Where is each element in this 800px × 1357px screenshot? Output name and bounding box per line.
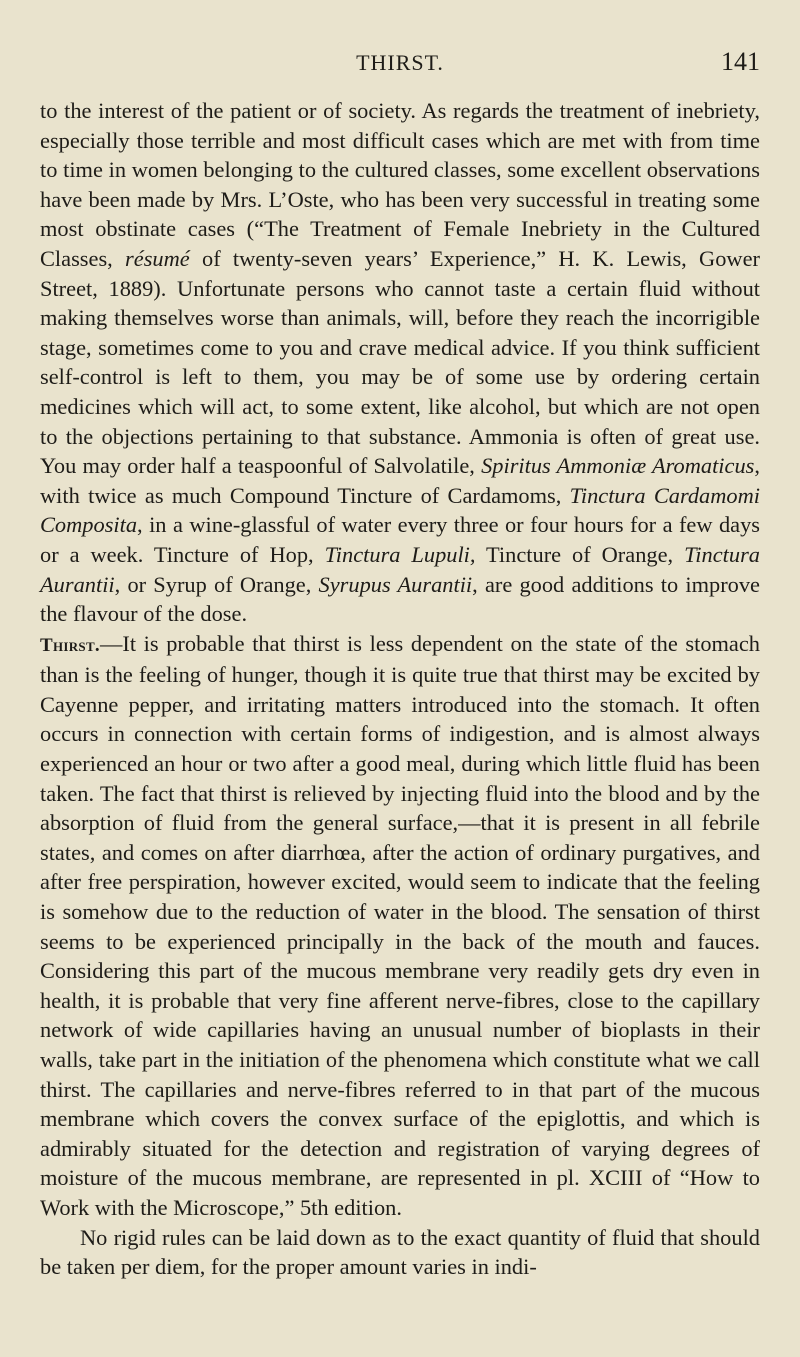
text-run: to the interest of the patient or of society. As regards the treatment of inebriety, especially those terrible and most difficult cases which are met with from time to time in women belonging to the cultured classes, some excellent observations have been made by Mrs. L’Oste, who has been very successful in treating some most obstinate cases (“The Treatment of Female Inebriety in the Cultured Classes, [40,98,760,271]
text-run: , with twice as much Compound Tincture of Cardamoms, [40,453,760,508]
page-number: 141 [721,47,760,76]
text-run: Tincture of Orange, [475,541,685,567]
text-run: , or Syrup of Orange, [114,571,319,597]
italic-tinctura-lupuli: Tinctura Lupuli, [324,541,476,567]
body-text [40,96,760,1282]
italic-tinctura-aurantii: Tinctura Aurantii [40,541,760,597]
italic-spiritus: Spiritus Ammoniæ Aromaticus [481,453,755,479]
text-run: , are good additions to improve the flavour of the dose. [40,571,760,627]
text-run: , in a wine-glassful of water every three or four hours for a few days or a week. Tincture of Hop, [40,512,760,567]
italic-tinctura-cardamomi: Tinctura Cardamomi Composita [40,482,760,538]
paragraph-thirst [40,629,760,1223]
text-run: of twenty-seven years’ Experience,” H. K. Lewis, Gower Street, 1889). Unfortunate persons who cannot taste a certain fluid without making themselves worse than animals, will, before they reach the incorrigible stage, sometimes come to you and crave medical advice. If you think sufficient self-control is left to them, you may be of some use by ordering certain medicines which will act, to some extent, like alcohol, but which are not open to the objections pertaining to that substance. Ammonia is often of great use. You may order half a teaspoonful of Salvolatile, [40,245,760,479]
running-title: THIRST. [356,50,444,75]
running-head [40,47,760,84]
text-run: —It is probable that thirst is less dependent on the state of the stomach than is the feeling of hunger, though it is quite true that thirst may be excited by Cayenne pepper, and irritating matters introduced into the stomach. It often occurs in connection with certain forms of indigestion, and is almost always experienced an hour or two after a good meal, during which little fluid has been taken. The fact that thirst is relieved by injecting fluid into the blood and by the absorption of fluid from the general surface,—that it is present in all febrile states, and comes on after diarrhœa, after the action of ordinary purgatives, and after free perspiration, however excited, would seem to indicate that the feeling is somehow due to the reduction of water in the blood. The sensation of thirst seems to be experienced principally in the back of the mouth and fauces. Considering this part of the mucous membrane very readily gets dry even in health, it is probable that very fine afferent nerve-fibres, close to the capillary network of wide capillaries having an unusual number of bioplasts in their walls, take part in the initiation of the phenomena which constitute what we call thirst. The capillaries and nerve-fibres referred to in that part of the mucous membrane which covers the convex surface of the epiglottis, and which is admirably situated for the detection and registration of varying degrees of moisture of the mucous membrane, are represented in pl. XCIII of “How to Work with the Microscope,” 5th edition. [40,630,760,1220]
paragraph-inebriety [40,96,760,629]
italic-resume: résumé [125,245,190,271]
text-run: No rigid rules can be laid down as to the exact quantity of fluid that should be taken per diem, for the proper amount varies in indi- [40,1224,760,1280]
paragraph-fluid-quantity [40,1223,760,1282]
section-heading-thirst: Thirst. [40,634,100,656]
italic-syrupus-aurantii: Syrupus Aurantii [318,571,473,597]
